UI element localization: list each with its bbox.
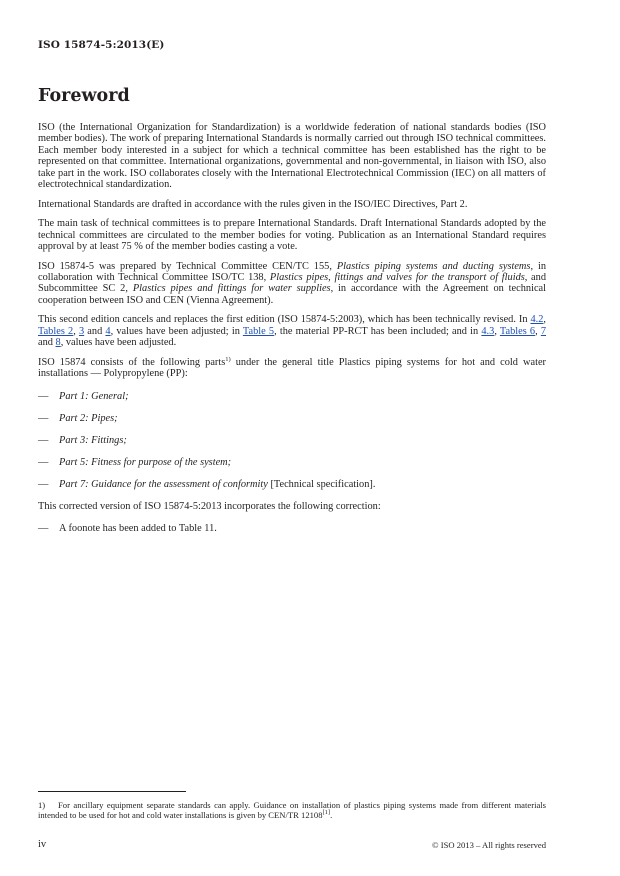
list-item-part-7	[38, 479, 546, 490]
paragraph-edition	[38, 314, 546, 348]
text: , and Subcommittee SC 2,	[38, 272, 546, 295]
list-item-part-2	[38, 413, 546, 424]
italic-title: Plastics pipes, fittings and valves for the transport of fluids	[269, 272, 525, 284]
text: under the general title Plastics piping systems for hot and cold water installations — Polypropylene (PP):	[38, 356, 546, 380]
link-table-2[interactable]: Tables 2	[38, 325, 74, 337]
part-title: Part 3: Fittings;	[59, 435, 127, 447]
part-title: Part 1: General;	[59, 390, 129, 402]
correction-text: A foonote has been added to Table 11.	[59, 523, 217, 535]
link-table-3[interactable]: 3	[78, 325, 85, 337]
text: , in collaboration with Technical Committee ISO/TC 138,	[38, 260, 546, 284]
italic-title: Plastics piping systems and ducting systems	[336, 260, 531, 272]
link-table-8[interactable]: 8	[55, 337, 61, 349]
footnote-number: 1)	[38, 800, 46, 810]
part-title: Part 7: Guidance for the assessment of conformity	[59, 479, 268, 491]
text: ISO 15874-5 was prepared by Technical Committee CEN/TC 155,	[38, 260, 337, 272]
paragraph-correction-intro: This corrected version of ISO 15874-5:2013 incorporates the following correction:	[38, 500, 381, 512]
text: ISO 15874 consists of the following parts	[38, 356, 226, 368]
text: ,	[543, 314, 546, 326]
text: and	[38, 337, 56, 349]
link-clause-4-2[interactable]: 4.2	[530, 314, 544, 326]
part-title: Part 2: Pipes;	[59, 412, 118, 424]
text: ,	[535, 325, 541, 337]
text: , values have been adjusted; in	[110, 325, 243, 337]
text: .	[330, 810, 333, 820]
link-clause-4-3[interactable]: 4.3	[481, 325, 495, 337]
text: and	[84, 325, 106, 337]
text: This second edition cancels and replaces the first edition (ISO 15874-5:2003), which has been technically revised. In	[38, 314, 531, 326]
document-code-header: ISO 15874-5:2013(E)	[38, 39, 165, 51]
link-table-4[interactable]: 4	[105, 325, 111, 337]
dash-marker: —	[38, 390, 49, 402]
paragraph-parts-intro	[38, 357, 546, 380]
list-item-part-3	[38, 435, 546, 446]
bibliography-reference[interactable]: [1]	[322, 809, 331, 816]
paragraph-committees: The main task of technical committees is to prepare International Standards. Draft International Standards adopted by the technical committees are circulated to the member bodies for voting. Publication as an International Standard requires approval by at least 75 % of the member bodies casting a vote.	[38, 218, 546, 253]
text: ,	[494, 325, 500, 337]
list-item-part-1	[38, 391, 546, 402]
part-suffix: [Technical specification].	[267, 479, 376, 491]
paragraph-iso-intro: ISO (the International Organization for Standardization) is a worldwide federation of national standards bodies (ISO member bodies). The work of preparing International Standards is normally carried out through ISO technical committees. Each member body interested in a subject for which a technical committee has been established has the right to be represented on that committee. International organizations, governmental and non-governmental, in liaison with ISO, also take part in the work. ISO collaborates closely with the International Electrotechnical Commission (IEC) on all matters of electrotechnical standardization.	[38, 122, 546, 191]
part-title: Part 5: Fitness for purpose of the system;	[59, 457, 232, 469]
paragraph-preparation	[38, 261, 546, 307]
link-table-7[interactable]: 7	[540, 325, 547, 337]
text: ,	[73, 325, 79, 337]
dash-marker: —	[38, 523, 49, 535]
list-item-correction	[38, 523, 546, 534]
footnote	[38, 800, 546, 820]
dash-marker: —	[38, 435, 49, 447]
dash-marker: —	[38, 412, 49, 424]
link-table-6[interactable]: Tables 6	[499, 325, 536, 337]
footnote-separator	[38, 791, 186, 792]
page-number: iv	[38, 839, 47, 850]
text: , in accordance with the Agreement on technical cooperation between ISO and CEN (Vienna Agreement).	[38, 283, 547, 306]
text: , the material PP-RCT has been included; and in	[274, 325, 482, 337]
footnote-reference[interactable]: 1)	[225, 355, 231, 363]
text: , values have been adjusted.	[60, 337, 177, 349]
list-item-part-5	[38, 457, 546, 468]
footnote-text: For ancillary equipment separate standards can apply. Guidance on installation of plastics piping systems made from different materials intended to be used for hot and cold water installations is given by CEN/TR 12108	[38, 800, 546, 820]
foreword-body	[38, 122, 546, 545]
dash-marker: —	[38, 479, 49, 491]
italic-title: Plastics pipes and fittings for water supplies	[132, 283, 331, 295]
dash-marker: —	[38, 457, 49, 469]
paragraph-directives: International Standards are drafted in accordance with the rules given in the ISO/IEC Directives, Part 2.	[38, 198, 468, 210]
copyright-notice: © ISO 2013 – All rights reserved	[432, 840, 546, 850]
section-title: Foreword	[38, 86, 130, 106]
link-table-5[interactable]: Table 5	[242, 325, 275, 337]
